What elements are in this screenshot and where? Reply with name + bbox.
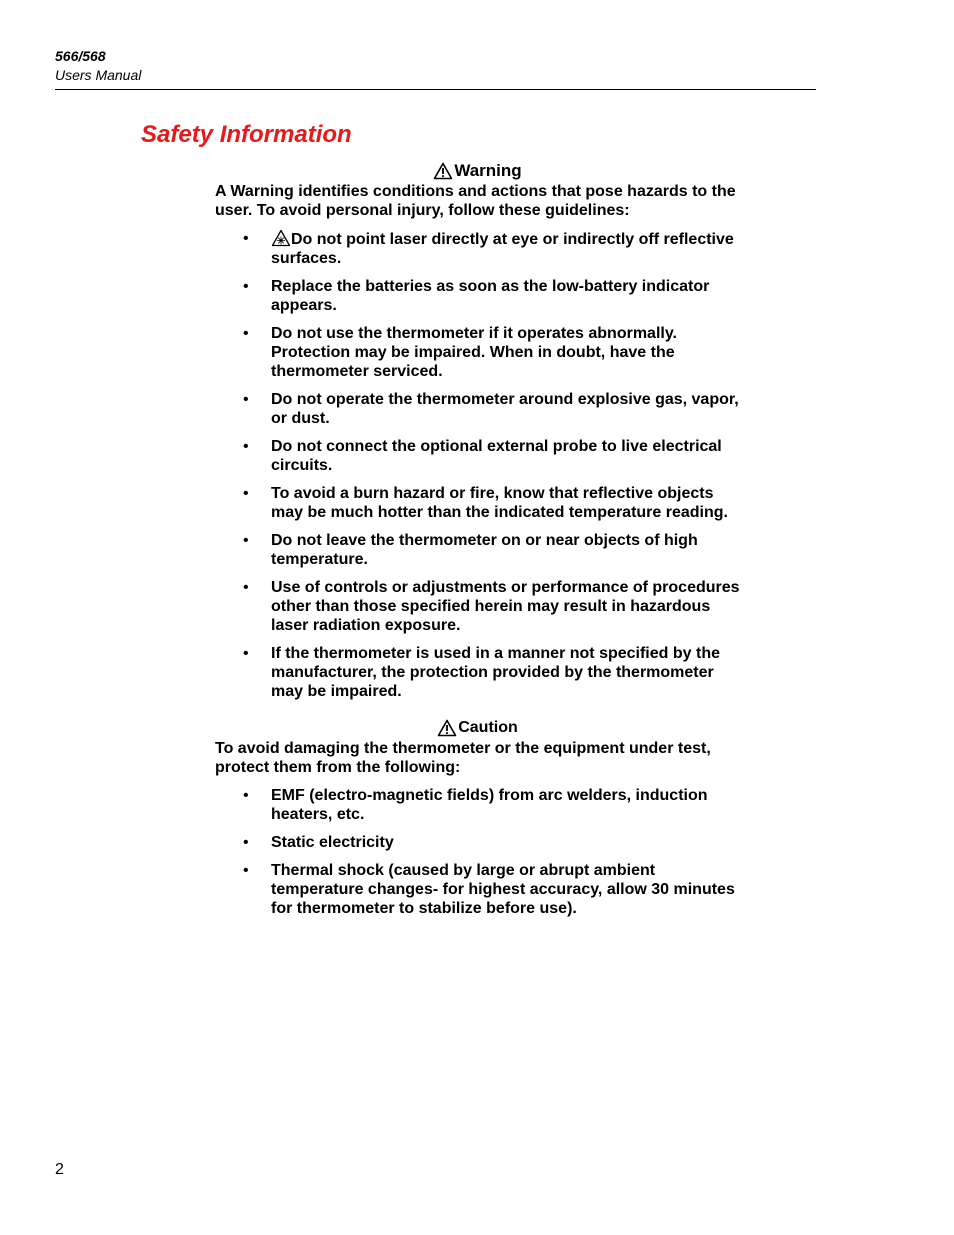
list-item [215, 484, 740, 522]
section-title: Safety Information [141, 121, 352, 148]
bullet: • [243, 438, 249, 455]
bullet: • [243, 532, 249, 549]
list-item [215, 229, 740, 268]
laser-warning-icon [271, 229, 291, 247]
caution-heading-label: Caution [458, 719, 518, 736]
caution-heading [215, 717, 740, 739]
list-item-text: If the thermometer is used in a manner not specified by the manufacturer, the protection provided by the thermometer may be impaired. [271, 645, 720, 700]
list-item-text: To avoid a burn hazard or fire, know that reflective objects may be much hotter than the indicated temperature reading. [271, 485, 728, 521]
list-item [215, 277, 740, 315]
list-item [215, 531, 740, 569]
list-item-text: Do not operate the thermometer around explosive gas, vapor, or dust. [271, 391, 739, 427]
safety-content [215, 160, 740, 918]
list-item-text: Do not use the thermometer if it operates abnormally. Protection may be impaired. When in doubt, have the thermometer serviced. [271, 325, 677, 380]
bullet: • [243, 645, 249, 662]
warning-triangle-icon [433, 162, 453, 180]
list-item-text: Replace the batteries as soon as the low-battery indicator appears. [271, 278, 710, 314]
list-item-text: Use of controls or adjustments or performance of procedures other than those specified herein may result in hazardous laser radiation exposure. [271, 579, 740, 634]
list-item [215, 861, 740, 918]
bullet: • [243, 325, 249, 342]
list-item [215, 786, 740, 824]
list-item-text: Do not leave the thermometer on or near objects of high temperature. [271, 532, 698, 568]
bullet: • [243, 834, 249, 851]
header-divider [55, 89, 816, 90]
page-number: 2 [55, 1161, 64, 1178]
bullet: • [243, 579, 249, 596]
bullet: • [243, 485, 249, 502]
list-item [215, 324, 740, 381]
bullet: • [243, 862, 249, 879]
warning-heading-label: Warning [454, 161, 522, 180]
list-item-text: Do not point laser directly at eye or indirectly off reflective surfaces. [271, 231, 734, 267]
manual-title: Users Manual [55, 67, 142, 83]
bullet: • [243, 787, 249, 804]
warning-intro: A Warning identifies conditions and actions that pose hazards to the user. To avoid personal injury, follow these guidelines: [215, 183, 736, 219]
list-item [215, 390, 740, 428]
bullet: • [243, 230, 249, 247]
caution-intro: To avoid damaging the thermometer or the equipment under test, protect them from the following: [215, 740, 711, 776]
warning-heading [215, 160, 740, 182]
caution-list [215, 786, 740, 918]
page-header [55, 47, 816, 85]
list-item-text: Static electricity [271, 834, 394, 851]
list-item-text: Thermal shock (caused by large or abrupt ambient temperature changes- for highest accuracy, allow 30 minutes for thermometer to stabilize before use). [271, 862, 735, 917]
bullet: • [243, 278, 249, 295]
list-item [215, 578, 740, 635]
list-item [215, 437, 740, 475]
list-item-text: EMF (electro-magnetic fields) from arc welders, induction heaters, etc. [271, 787, 708, 823]
warning-triangle-icon [437, 719, 457, 737]
list-item [215, 644, 740, 701]
list-item-text: Do not connect the optional external probe to live electrical circuits. [271, 438, 722, 474]
bullet: • [243, 391, 249, 408]
warning-list [215, 229, 740, 701]
list-item [215, 833, 740, 852]
model-number: 566/568 [55, 48, 106, 64]
